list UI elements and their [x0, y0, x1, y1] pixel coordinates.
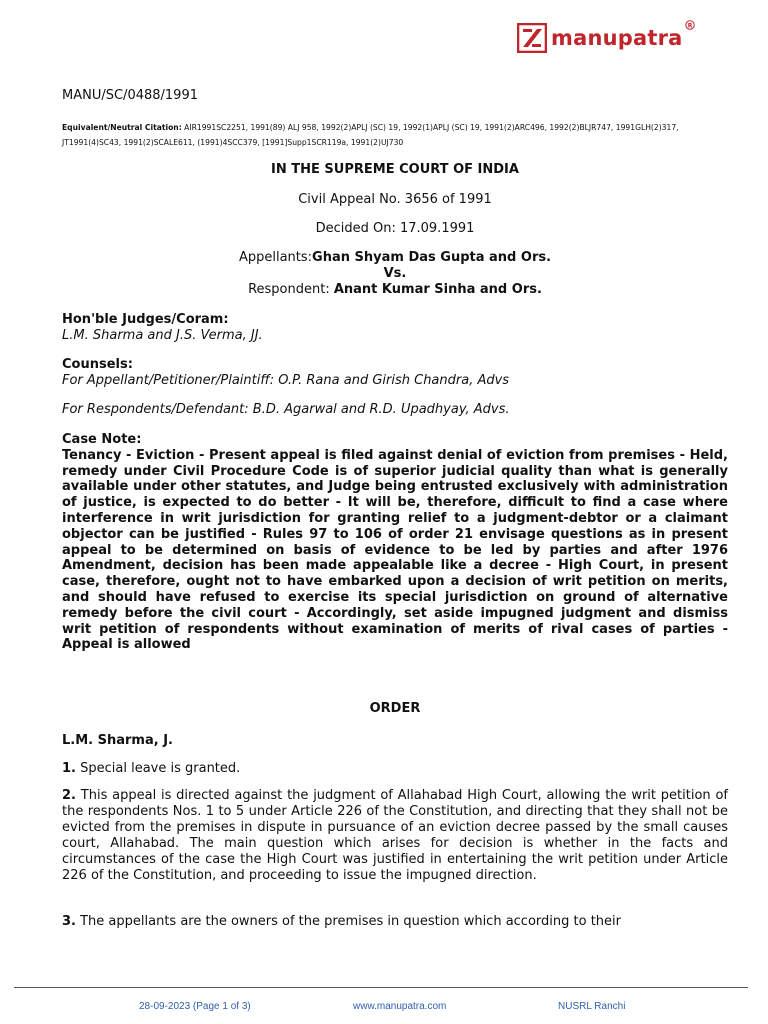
- equivalent-citation: [62, 120, 728, 150]
- paragraph-number: 2.: [62, 788, 76, 803]
- judges-names: L.M. Sharma and J.S. Verma, JJ.: [62, 328, 263, 343]
- paragraph-text: The appellants are the owners of the premises in question which according to their: [75, 914, 621, 929]
- citation-text: AIR1991SC2251, 1991(89) ALJ 958, 1992(2)APLJ (SC) 19, 1992(1)APLJ (SC) 19, 1991(2)ARC496, 1992(2)BLJR747, 1991GLH(2)317, JT1991(4)SC43, 1991(2)SCALE611, (1991)4SCC379, [1991]Supp1SCR119a, 1991(2)UJ730: [62, 123, 679, 147]
- manupatra-logo: [517, 22, 692, 54]
- footer-divider: [14, 987, 748, 988]
- paragraph-text: Special leave is granted.: [75, 761, 241, 776]
- order-heading: ORDER: [369, 701, 421, 716]
- appellant-counsel: For Appellant/Petitioner/Plaintiff: O.P. Rana and Girish Chandra, Advs: [62, 373, 510, 388]
- parties-block: [62, 250, 728, 298]
- case-note: [62, 432, 728, 653]
- case-note-text: Tenancy - Eviction - Present appeal is filed against denial of eviction from premises - Held, remedy under Civil Procedure Code is of superior judicial quality than what is generally available under other statutes, and Judge being entrusted exclusively with administration of justice, is expected to do better - It will be, therefore, difficult to find a case where interference in writ jurisdiction for granting relief to a judgment-debtor or a claimant objector can be justified - Rules 97 to 106 of order 21 envisage questions as in present appeal to be determined on basis of evidence to be led by parties and after 1976 Amendment, decision has been made appealable like a decree - High Court, in present case, therefore, ought not to have embarked upon a decision of writ petition on merits, and should have refused to exercise its special jurisdiction on ground of alternative remedy before the civil court - Accordingly, set aside impugned judgment and dismiss writ petition of respondents without examination of merits of rival cases of parties - Appeal is allowed: [62, 447, 728, 653]
- respondent-label: Respondent:: [248, 282, 334, 297]
- footer-date-page: 28-09-2023 (Page 1 of 3): [139, 1001, 251, 1012]
- footer-website-link[interactable]: www.manupatra.com: [353, 1001, 447, 1012]
- respondent-counsel: For Respondents/Defendant: B.D. Agarwal and R.D. Upadhyay, Advs.: [62, 402, 510, 417]
- appellants-label: Appellants:: [238, 250, 313, 265]
- registered-mark-icon: [685, 20, 695, 30]
- judges-section: [62, 312, 728, 344]
- paragraph-1: [62, 761, 728, 776]
- counsels-label: Counsels:: [62, 357, 133, 372]
- respondent-names: Anant Kumar Sinha and Ors.: [333, 282, 542, 297]
- paragraph-3: [62, 914, 728, 929]
- citation-label: Equivalent/Neutral Citation:: [62, 123, 182, 132]
- counsels-section: [62, 357, 728, 389]
- manupatra-logo-icon: [517, 23, 547, 53]
- appellants-names: Ghan Shyam Das Gupta and Ors.: [312, 250, 552, 265]
- appeal-number: Civil Appeal No. 3656 of 1991: [298, 192, 492, 207]
- footer-organization: NUSRL Ranchi: [558, 1001, 626, 1012]
- versus: Vs.: [383, 266, 407, 281]
- paragraph-2: [62, 788, 728, 884]
- court-name: IN THE SUPREME COURT OF INDIA: [271, 162, 519, 177]
- paragraph-number: 1.: [62, 761, 76, 776]
- judges-label: Hon'ble Judges/Coram:: [62, 312, 229, 327]
- document-id: MANU/SC/0488/1991: [62, 88, 198, 103]
- paragraph-text: This appeal is directed against the judgment of Allahabad High Court, allowing the writ petition of the respondents Nos. 1 to 5 under Article 226 of the Constitution, and directing that they shall not be evicted from the premises in dispute in pursuance of an eviction decree passed by the small causes court, Allahabad. The main question which arises for decision is whether in the facts and circumstances of the case the High Court was justified in entertaining the writ petition under Article 226 of the Constitution, and proceeding to issue the impugned direction.: [62, 788, 728, 883]
- logo-text: manupatra: [551, 26, 683, 50]
- decided-on: Decided On: 17.09.1991: [315, 221, 475, 236]
- svg-text:R: R: [687, 22, 692, 30]
- judge-heading: L.M. Sharma, J.: [62, 733, 173, 748]
- case-note-label: Case Note:: [62, 432, 142, 447]
- paragraph-number: 3.: [62, 914, 76, 929]
